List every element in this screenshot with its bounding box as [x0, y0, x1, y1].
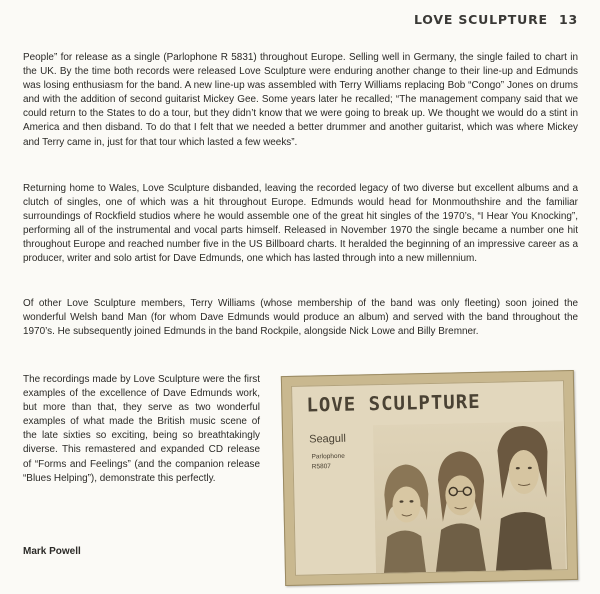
sleeve-label-line-1: Parlophone — [311, 452, 345, 461]
page-header — [414, 12, 578, 27]
picture-sleeve-image — [281, 370, 578, 586]
author-signature: Mark Powell — [23, 546, 81, 557]
band-photo — [373, 421, 566, 573]
body-paragraph-3: Of other Love Sculpture members, Terry Williams (whose membership of the band was only fleeting) soon joined the wonderful Welsh band Man (for whom Dave Edmunds would produce an album) and served with the band throughout the 1970’s. He subsequently joined Edmunds in the band Rockpile, alongside Nick Lowe and Billy Bremner. — [23, 298, 578, 338]
body-paragraph-1: People” for release as a single (Parlophone R 5831) throughout Europe. Selling well in Germany, the single failed to chart in the UK. By the time both records were released Love Sculpture were enduring another change to their line-up and Edmunds was losing enthusiasm for the band. A new line-up was assembled with Terry Williams replacing Bob “Congo” Jones on drums and with the addition of second guitarist Mickey Gee. Some years later he recalled; “The management company said that we could return to the States to do a tour, but they didn’t know that we were going to break up. We thought we would do a stint in America and then disband. To do that I felt that we needed a better drummer and another guitarist, which was where Mickey and Terry came in, just for that tour which lasted a few weeks”. — [23, 52, 578, 148]
sleeve-catalog-label — [311, 452, 345, 473]
sleeve-song-title: Seagull — [309, 432, 346, 446]
header-title: LOVE SCULPTURE — [413, 12, 548, 27]
sleeve-label-line-2: R5807 — [311, 463, 331, 471]
body-paragraph-4: The recordings made by Love Sculpture were the first examples of the excellence of Dave Edmunds work, but more than that, they serve as two wonderful examples of what made the British music scene of the late sixties so exciting, being so breathtakingly diverse. This remastered and expanded CD release of “Forms and Feelings” (and the companion release “Blues Helping”), demonstrate this perfectly. — [23, 374, 260, 484]
sleeve-title: LOVE SCULPTURE — [306, 390, 481, 417]
sleeve-inner-panel — [291, 380, 568, 576]
body-paragraph-2: Returning home to Wales, Love Sculpture disbanded, leaving the recorded legacy of two diverse but excellent albums and a clutch of singles, one of which was a hit throughout Europe. Edmunds would head for Monmouthshire and the familiar surroundings of Rockfield studios where he would assemble one of the great hit singles of the 1970’s, “I Hear You Knocking”, performing all of the instrumental and vocal parts himself. Released in November 1970 the single became a number one hit throughout Europe and reached number five in the US Billboard charts. It heralded the beginning of an impressive career as a producer, writer and solo artist for Dave Edmunds, one which has lasted through into a new millennium. — [23, 183, 578, 265]
page-number: 13 — [559, 12, 578, 27]
